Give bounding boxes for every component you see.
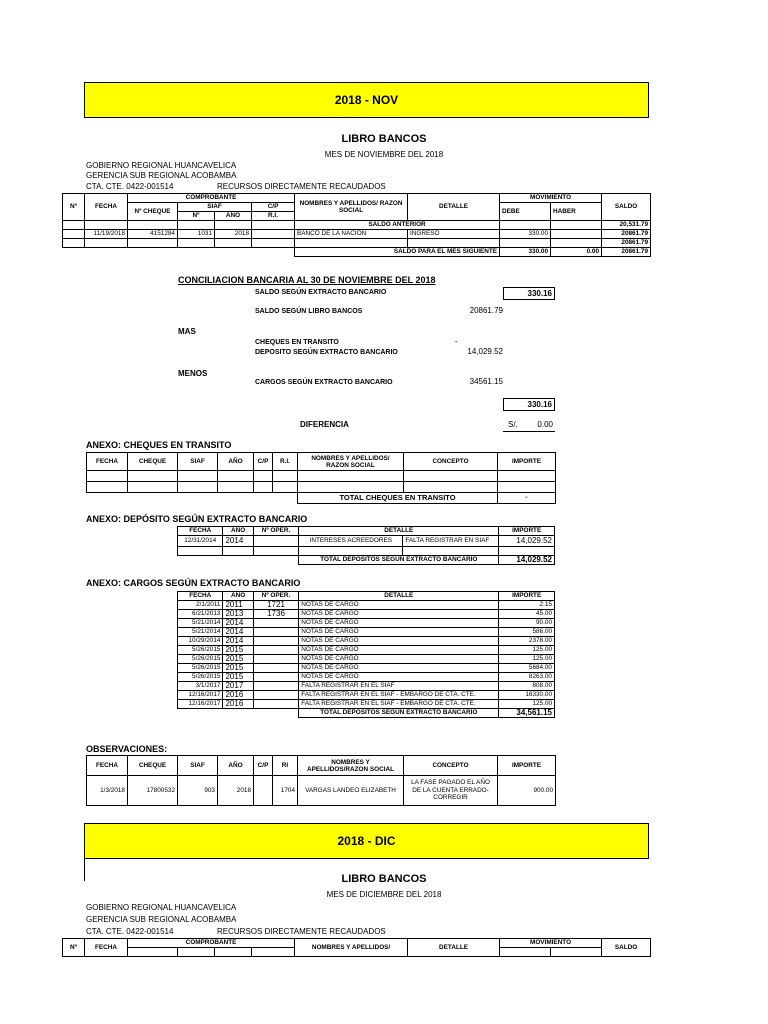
table-row xyxy=(178,619,555,628)
cargo-oper xyxy=(253,664,298,673)
saldo-sig-saldo: 20861.79 xyxy=(602,248,651,257)
dic-hdr-detalle: DETALLE xyxy=(408,939,500,957)
obs-hdr-fecha: FECHA xyxy=(87,756,128,776)
ach-total-label: TOTAL CHEQUES EN TRANSITO xyxy=(298,493,498,504)
table-row xyxy=(178,628,555,637)
cargo-importe: 5684.00 xyxy=(499,664,555,673)
cargo-importe: 586.00 xyxy=(499,628,555,637)
conc-extracto: 330.16 xyxy=(503,287,555,300)
anexo-deposito-title: ANEXO: DEPÓSITO SEGÚN EXTRACTO BANCARIO xyxy=(86,514,308,524)
ach-hdr-ri: R.I. xyxy=(273,453,298,471)
hdr-saldo: SALDO xyxy=(602,194,651,221)
adep-total-label: TOTAL DEPÓSITOS SEGÚN EXTRACTO BANCARIO xyxy=(299,556,499,565)
ach-hdr-anio: AÑO xyxy=(218,453,254,471)
hdr-ri: R.I. xyxy=(252,212,295,221)
cargo-importe: 125.00 xyxy=(499,700,555,709)
conc-libro-label: SALDO SEGÚN LIBRO BANCOS xyxy=(255,308,363,315)
cargo-importe: 8263.00 xyxy=(499,673,555,682)
adep-hdr-importe: IMPORTE xyxy=(499,527,555,536)
cargo-fecha: 12/16/2017 xyxy=(178,700,223,709)
nov-org1: GOBIERNO REGIONAL HUANCAVELICA xyxy=(86,161,237,170)
acar-hdr-fecha: FECHA xyxy=(178,592,223,601)
dic-hdr-n: Nº xyxy=(63,939,85,957)
conc-deposito: 14,029.52 xyxy=(467,347,503,356)
ach-hdr-fecha: FECHA xyxy=(87,453,128,471)
cargo-importe: 125.00 xyxy=(499,655,555,664)
nov-title: LIBRO BANCOS xyxy=(341,133,427,145)
dic-cta: CTA. CTE. 0422-001514 xyxy=(86,927,174,936)
table-row xyxy=(178,664,555,673)
conc-cheques-label: CHEQUES EN TRANSITO xyxy=(255,339,339,346)
dic-hdr-movimiento: MOVIMIENTO xyxy=(500,939,602,948)
cargo-fecha: 5/26/2015 xyxy=(178,673,223,682)
acar-total: 34,561.15 xyxy=(499,709,555,718)
anexo-cargos-table xyxy=(177,591,555,718)
adep-det1: INTERESES ACREEDORES xyxy=(299,536,403,547)
conc-moneda: S/. xyxy=(508,420,518,429)
adep-anio: 2014 xyxy=(223,536,253,547)
anexo-cargos-title: ANEXO: CARGOS SEGÚN EXTRACTO BANCARIO xyxy=(86,578,301,588)
nov-cta: CTA. CTE. 0422-001514 xyxy=(86,182,174,191)
hdr-comprobante: COMPROBANTE xyxy=(128,194,295,203)
nov-recursos: RECURSOS DIRECTAMENTE RECAUDADOS xyxy=(217,182,386,191)
obs-hdr-cheque: CHEQUE xyxy=(128,756,178,776)
adep-importe: 14,029.52 xyxy=(499,536,555,547)
hdr-nombres: NOMBRES Y APELLIDOS/ RAZON SOCIAL xyxy=(295,194,408,221)
conc-mas: MAS xyxy=(178,327,196,336)
cargo-detalle: NOTAS DE CARGO xyxy=(299,664,499,673)
adep-hdr-fecha: FECHA xyxy=(178,527,223,536)
cargo-detalle: FALTA REGISTRAR EN EL SIAF xyxy=(299,682,499,691)
cargo-anio: 2013 xyxy=(223,610,253,619)
banner-nov: 2018 - NOV xyxy=(84,82,649,118)
row-fecha: 11/19/2018 xyxy=(85,230,128,239)
obs-hdr-anio: AÑO xyxy=(218,756,254,776)
cargo-fecha: 5/26/2015 xyxy=(178,646,223,655)
cargo-oper xyxy=(253,646,298,655)
nov-org2: GERENCIA SUB REGIONAL ACOBAMBA xyxy=(86,171,237,180)
dic-org1: GOBIERNO REGIONAL HUANCAVELICA xyxy=(86,903,237,912)
table-row xyxy=(178,691,555,700)
conc-cargos-label: CARGOS SEGÚN EXTRACTO BANCARIO xyxy=(255,379,393,386)
obs-siaf: 903 xyxy=(178,776,218,806)
cargo-detalle: FALTA REGISTRAR EN EL SIAF - EMBARGO DE CTA. CTE. xyxy=(299,700,499,709)
cargo-fecha: 3/1/2017 xyxy=(178,682,223,691)
hdr-siaf: SIAF xyxy=(178,203,252,212)
cargo-oper xyxy=(253,637,298,646)
obs-hdr-siaf: SIAF xyxy=(178,756,218,776)
cargo-anio: 2016 xyxy=(223,700,253,709)
cargo-anio: 2014 xyxy=(223,637,253,646)
conc-cargos: 34561.15 xyxy=(469,377,503,386)
table-row xyxy=(178,673,555,682)
ach-hdr-concepto: CONCEPTO xyxy=(404,453,498,471)
obs-anio: 2018 xyxy=(218,776,254,806)
table-row xyxy=(178,610,555,619)
row-cheque: 4151284 xyxy=(128,230,178,239)
hdr-haber: HABER xyxy=(551,203,602,221)
saldo-sig-debe: 330.00 xyxy=(500,248,551,257)
acar-total-label: TOTAL DEPÓSITOS SEGÚN EXTRACTO BANCARIO xyxy=(299,709,499,718)
cargo-fecha: 2/1/2011 xyxy=(178,601,223,610)
ach-hdr-cp: C/P xyxy=(254,453,273,471)
row-detalle: INGRESO xyxy=(408,230,500,239)
acar-hdr-detalle: DETALLE xyxy=(299,592,499,601)
dic-hdr-fecha: FECHA xyxy=(85,939,128,957)
anexo-cheques-title: ANEXO: CHEQUES EN TRANSITO xyxy=(86,440,232,450)
acar-hdr-oper: Nº OPER. xyxy=(253,592,298,601)
conc-diferencia: 0.00 xyxy=(537,420,553,429)
hdr-no: Nº xyxy=(178,212,215,221)
cargo-oper: 1736 xyxy=(253,610,298,619)
obs-ri: 1704 xyxy=(273,776,298,806)
dic-month: MES DE DICIEMBRE DEL 2018 xyxy=(326,890,442,899)
dic-hdr-comprobante: COMPROBANTE xyxy=(128,939,295,948)
row-no: 1031 xyxy=(178,230,215,239)
table-row xyxy=(178,601,555,610)
cargo-detalle: FALTA REGISTRAR EN EL SIAF - EMBARGO DE CTA. CTE. xyxy=(299,691,499,700)
obs-importe: 900.00 xyxy=(498,776,556,806)
adep-hdr-detalle: DETALLE xyxy=(299,527,499,536)
obs-hdr-ri: RI xyxy=(273,756,298,776)
cargo-importe: 808.00 xyxy=(499,682,555,691)
obs-title: OBSERVACIONES: xyxy=(86,744,168,754)
table-row xyxy=(178,646,555,655)
dic-hdr-saldo: SALDO xyxy=(602,939,651,957)
obs-hdr-concepto: CONCEPTO xyxy=(404,756,498,776)
table-row xyxy=(178,637,555,646)
cargo-anio: 2014 xyxy=(223,619,253,628)
hdr-n: Nº xyxy=(63,194,85,221)
cargo-anio: 2015 xyxy=(223,655,253,664)
acar-hdr-importe: IMPORTE xyxy=(499,592,555,601)
cargo-oper xyxy=(253,691,298,700)
dic-title: LIBRO BANCOS xyxy=(341,873,427,885)
cargo-anio: 2011 xyxy=(223,601,253,610)
saldo-sig-haber: 0.00 xyxy=(551,248,602,257)
cargo-detalle: NOTAS DE CARGO xyxy=(299,619,499,628)
adep-fecha: 12/31/2014 xyxy=(178,536,223,547)
conc-deposito-label: DEPOSITO SEGÚN EXTRACTO BANCARIO xyxy=(255,349,398,356)
adep-hdr-anio: AÑO xyxy=(223,527,253,536)
obs-hdr-cp: C/P xyxy=(254,756,273,776)
dic-recursos: RECURSOS DIRECTAMENTE RECAUDADOS xyxy=(217,927,386,936)
cargo-importe: 2378.00 xyxy=(499,637,555,646)
obs-fecha: 1/3/2018 xyxy=(87,776,128,806)
dic-org2: GERENCIA SUB REGIONAL ACOBAMBA xyxy=(86,915,237,924)
cargo-importe: 16330.00 xyxy=(499,691,555,700)
cargo-anio: 2017 xyxy=(223,682,253,691)
cargo-anio: 2015 xyxy=(223,673,253,682)
hdr-cheque: Nº CHEQUE xyxy=(128,203,178,221)
row-saldo: 20861.79 xyxy=(602,230,651,239)
cargo-fecha: 5/21/2014 xyxy=(178,619,223,628)
anexo-cheques-table xyxy=(86,452,556,504)
table-row xyxy=(87,776,556,806)
ach-total: - xyxy=(498,493,556,504)
obs-hdr-importe: IMPORTE xyxy=(498,756,556,776)
cargo-fecha: 5/26/2015 xyxy=(178,664,223,673)
cargo-oper: 1721 xyxy=(253,601,298,610)
hdr-cp: C/P xyxy=(252,203,295,212)
ach-hdr-nombres: NOMBRES Y APELLIDOS/ RAZON SOCIAL xyxy=(298,453,404,471)
obs-nombre: VARGAS LANDEO ELIZABETH xyxy=(298,776,404,806)
cargo-anio: 2014 xyxy=(223,628,253,637)
acar-hdr-anio: AÑO xyxy=(223,592,253,601)
cargo-detalle: NOTAS DE CARGO xyxy=(299,628,499,637)
cargo-oper xyxy=(253,628,298,637)
cargo-detalle: NOTAS DE CARGO xyxy=(299,646,499,655)
table-row xyxy=(178,682,555,691)
conc-diferencia-label: DIFERENCIA xyxy=(300,420,349,429)
ach-hdr-siaf: SIAF xyxy=(178,453,218,471)
saldo-anterior-label: SALDO ANTERIOR xyxy=(295,221,500,230)
cargo-importe: 90.00 xyxy=(499,619,555,628)
conc-libro: 20861.79 xyxy=(469,306,503,315)
adep-det2: FALTA REGISTRAR EN SIAF xyxy=(403,536,499,547)
nov-month: MES DE NOVIEMBRE DEL 2018 xyxy=(324,150,444,159)
cargo-detalle: NOTAS DE CARGO xyxy=(299,601,499,610)
adep-total: 14,029.52 xyxy=(499,556,555,565)
cargo-fecha: 6/21/2013 xyxy=(178,610,223,619)
cargo-detalle: NOTAS DE CARGO xyxy=(299,637,499,646)
conc-total: 330.16 xyxy=(503,398,555,411)
cargo-fecha: 5/26/2015 xyxy=(178,655,223,664)
obs-cheque: 17800532 xyxy=(128,776,178,806)
obs-concepto: LA FASE PAGADO EL AÑO DE LA CUENTA ERRADO-CORREGIR xyxy=(404,776,498,806)
hdr-detalle: DETALLE xyxy=(408,194,500,221)
ach-hdr-importe: IMPORTE xyxy=(498,453,556,471)
nov-libro-table xyxy=(62,193,651,257)
hdr-anio: AÑO xyxy=(215,212,252,221)
cargo-oper xyxy=(253,682,298,691)
cargo-importe: 2.15 xyxy=(499,601,555,610)
ach-hdr-cheque: CHEQUE xyxy=(128,453,178,471)
cargo-detalle: NOTAS DE CARGO xyxy=(299,673,499,682)
cargo-importe: 45.00 xyxy=(499,610,555,619)
obs-table xyxy=(86,755,556,806)
saldo-blank: 20861.79 xyxy=(602,239,651,248)
hdr-debe: DEBE xyxy=(500,203,551,221)
cargo-oper xyxy=(253,700,298,709)
cargo-anio: 2015 xyxy=(223,664,253,673)
cargo-importe: 125.00 xyxy=(499,646,555,655)
dic-libro-table xyxy=(62,938,651,957)
cargo-fecha: 10/29/2014 xyxy=(178,637,223,646)
hdr-movimiento: MOVIMIENTO xyxy=(500,194,602,203)
obs-hdr-nombres: NOMBRES Y APELLIDOS/RAZON SOCIAL xyxy=(298,756,404,776)
conc-extracto-label: SALDO SEGÚN EXTRACTO BANCARIO xyxy=(255,289,387,296)
cargo-fecha: 5/21/2014 xyxy=(178,628,223,637)
conc-title: CONCILIACION BANCARIA AL 30 DE NOVIEMBRE DEL 2018 xyxy=(178,275,436,285)
table-row xyxy=(178,655,555,664)
table-row xyxy=(63,230,651,239)
cargo-oper xyxy=(253,655,298,664)
hdr-fecha: FECHA xyxy=(85,194,128,221)
anexo-deposito-table xyxy=(177,526,555,565)
cargo-fecha: 12/16/2017 xyxy=(178,691,223,700)
conc-menos: MENOS xyxy=(178,369,208,378)
cargo-oper xyxy=(253,673,298,682)
saldo-sig-label: SALDO PARA EL MES SIGUIENTE xyxy=(295,248,500,257)
adep-hdr-oper: Nº OPER. xyxy=(253,527,298,536)
cargo-anio: 2016 xyxy=(223,691,253,700)
cargo-detalle: NOTAS DE CARGO xyxy=(299,655,499,664)
cargo-anio: 2015 xyxy=(223,646,253,655)
row-debe: 330.00 xyxy=(500,230,551,239)
row-nombre: BANCO DE LA NACION xyxy=(295,230,408,239)
cargo-oper xyxy=(253,619,298,628)
dic-hdr-nombres: NOMBRES Y APELLIDOS/ xyxy=(295,939,408,957)
saldo-anterior: 20,531.79 xyxy=(602,221,651,230)
row-anio: 2018 xyxy=(215,230,252,239)
conc-cheques: - xyxy=(455,337,458,346)
cargo-detalle: NOTAS DE CARGO xyxy=(299,610,499,619)
table-row xyxy=(178,700,555,709)
banner-dic: 2018 - DIC xyxy=(84,823,649,859)
